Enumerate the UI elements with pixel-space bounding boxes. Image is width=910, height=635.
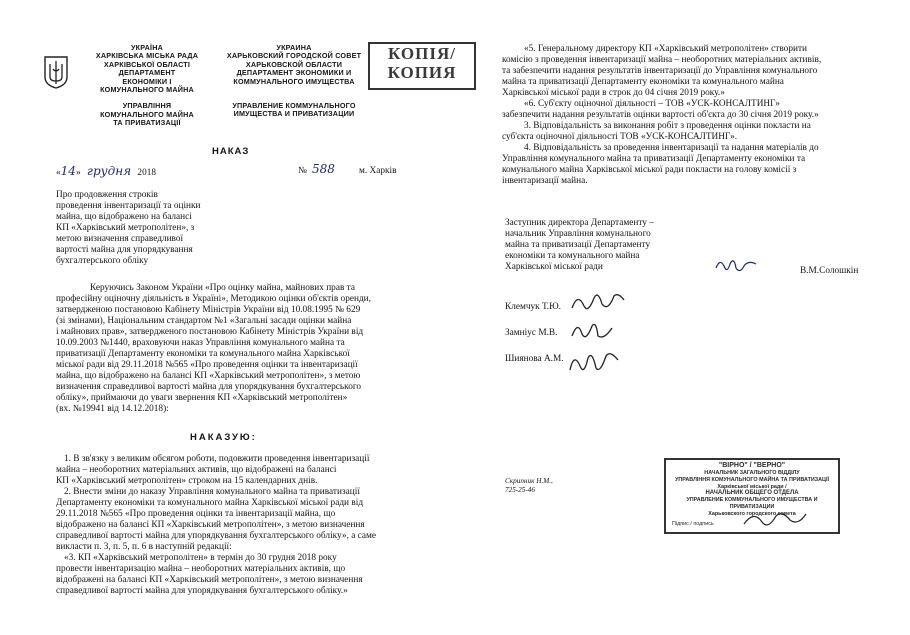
preamble-line: обліку», приймаючи до уваги звернення КП «Харківський метрополітен» xyxy=(56,393,348,403)
preamble-line: визначення справедливої вартості майна для упорядкування бухгалтерського xyxy=(56,382,362,392)
item-line: та забезпечити надання результатів інвентаризації до Управління комунального xyxy=(502,66,818,76)
preamble-line: професійну оціночну діяльність в Україні», Методикою оцінки об'єктів оренди, xyxy=(56,294,371,304)
subject-line: проведення інвентаризації та оцінки xyxy=(56,201,201,211)
order-items-left xyxy=(56,454,416,597)
signatory-name: В.М.Солошкін xyxy=(800,266,859,276)
certify-signature-icon xyxy=(740,506,810,532)
item-line: майна та приватизації Департаменту економіки та комунального майна xyxy=(502,77,784,87)
order-items-right xyxy=(502,44,872,187)
item-line: Управління комунального майна та приватизації Департаменту економіки та xyxy=(502,154,806,164)
item-line: комісію з проведення інвентаризації майна – необоротних матеріальних активів, xyxy=(502,55,822,65)
header-left-line: ТА ПРИВАТИЗАЦІЇ xyxy=(113,118,181,128)
subject-line: Про продовження строків xyxy=(56,190,158,200)
header-left-line: УКРАЇНА xyxy=(131,43,163,52)
coat-of-arms-icon xyxy=(43,55,69,89)
header-right-line: ХАРЬКОВСКОЙ ОБЛАСТИ xyxy=(245,59,343,69)
subject-line: бухгалтерського обліку xyxy=(56,256,149,266)
order-year: 2018 xyxy=(137,168,157,178)
order-number: 588 xyxy=(312,162,335,176)
item-line: відображені на балансі КП «Харківський метрополітен», з метою визначення xyxy=(56,575,363,585)
signatory-block xyxy=(505,218,705,273)
order-month: грудня xyxy=(86,164,132,178)
preamble xyxy=(56,283,416,415)
certify-stamp-line: Харківської міської ради / xyxy=(717,483,787,490)
item-line: викласти п. 3, п. 5, п. 6 в наступній редакції: xyxy=(56,542,232,552)
item-line: майна – необоротних матеріальних активів, що відображені на балансі xyxy=(56,465,337,475)
header-right-line: УПРАВЛЕНИЕ КОММУНАЛЬНОГО xyxy=(232,101,356,111)
executor-note xyxy=(505,477,553,495)
certify-stamp-title: "ВІРНО" / "ВЕРНО" xyxy=(718,462,786,469)
header-left xyxy=(82,44,212,128)
item-line: 3. Відповідальність за виконання робіт з проведення оцінки покласти на xyxy=(524,121,811,131)
header-right-line: УКРАИНА xyxy=(276,43,312,52)
item-line: інвентаризації майна. xyxy=(502,176,588,186)
subject-line: метою визначення справедливої xyxy=(56,234,184,244)
signatory-line: майна та приватизації Департаменту xyxy=(505,240,651,250)
certify-stamp-line: НАЧАЛЬНИК ЗАГАЛЬНОГО ВІДДІЛУ xyxy=(704,470,800,476)
item-line: забезпечити надання результатів оцінки вартості об'єкта до 30 січня 2019 року.» xyxy=(502,110,819,120)
preamble-line: міської ради від 29.11.2018 №565 «Про проведення оцінки та інвентаризації xyxy=(56,360,358,370)
executor-line: Скрипник Н.М., xyxy=(505,477,553,485)
signatory-signature-icon xyxy=(712,254,762,278)
item-line: справедливої вартості майна для упорядкування бухгалтерського обліку.» xyxy=(56,586,348,596)
item-line: 4. Відповідальність за проведення інвентаризації та надання матеріалів до xyxy=(524,143,819,153)
item-line: «6. Суб'єкту оціночної діяльності – ТОВ «УСК-КОНСАЛТИНГ» xyxy=(524,99,780,109)
certify-stamp-line: Харьковского городского совета xyxy=(708,510,796,517)
preamble-line: і майнових прав», затвердженого постановою Кабінету Міністрів України від xyxy=(56,327,364,337)
copy-stamp-line: КОПИЯ xyxy=(387,63,457,82)
header-right xyxy=(214,44,374,119)
item-line: Департаменту економіки та комунального майна Харківської міської ради від xyxy=(56,498,364,508)
header-left-line: ХАРКІВСЬКОЇ ОБЛАСТІ xyxy=(103,59,191,69)
item-line: відображено на балансі КП «Харківський метрополітен», з метою визначення xyxy=(56,520,365,530)
date-quote-open: « xyxy=(56,168,61,178)
order-date-line xyxy=(56,162,406,179)
subject-line: майна, що відображено на балансі xyxy=(56,212,192,222)
approval-name: Шиянова А.М. xyxy=(505,354,564,364)
approval-signature-icon xyxy=(568,318,616,344)
order-subject xyxy=(56,190,231,267)
signatory-line: Харківської міської ради xyxy=(505,262,603,272)
item-line: провести інвентаризацію майна – необоротних матеріальних активів, що xyxy=(56,564,346,574)
header-left-line: ДЕПАРТАМЕНТ xyxy=(118,68,176,78)
preamble-line: приватизації Департаменту економіки та комунального майна Харківської xyxy=(56,349,350,359)
certify-stamp-sign-label: Підпис / подпись xyxy=(672,520,714,527)
item-line: суб'єкта оціночної діяльності ТОВ «УСК-КОНСАЛТИНГ». xyxy=(502,132,738,142)
preamble-line: Керуючись Законом України «Про оцінку майна, майнових прав та xyxy=(90,283,355,293)
item-line: Харківської міської ради в строк до 04 січня 2019 року.» xyxy=(502,88,725,98)
date-quote-close: » xyxy=(75,168,81,178)
order-city: м. Харків xyxy=(359,166,397,176)
order-day: 14 xyxy=(60,164,76,178)
preamble-line: (зі змінами), Національним стандартом №1 «Загальні засади оцінки майна xyxy=(56,316,352,326)
header-left-line: КОМУНАЛЬНОГО МАЙНА xyxy=(100,85,194,95)
header-right-line: ХАРЬКОВСКИЙ ГОРОДСКОЙ СОВЕТ xyxy=(226,51,362,61)
copy-stamp xyxy=(368,42,476,90)
item-line: справедливої вартості майна для упорядкування бухгалтерського обліку», а саме xyxy=(56,531,377,541)
order-title: НАКАЗ xyxy=(212,146,250,157)
nakazuiu-heading: НАКАЗУЮ: xyxy=(190,432,257,443)
signatory-line: економіки та комунального майна xyxy=(505,251,640,261)
header-left-line: УПРАВЛІННЯ xyxy=(122,101,172,111)
item-line: 2. Внести зміни до наказу Управління комунального майна та приватизації xyxy=(64,487,360,497)
approval-name: Клемчук Т.Ю. xyxy=(505,302,561,312)
certify-stamp-line: НАЧАЛЬНИК ОБЩЕГО ОТДЕЛА xyxy=(705,490,799,497)
header-right-line: ИМУЩЕСТВА И ПРИВАТИЗАЦИИ xyxy=(233,109,355,119)
item-line: 29.11.2018 №565 «Про проведення оцінки та інвентаризації майна, що xyxy=(56,509,336,519)
subject-line: вартості майна для упорядкування xyxy=(56,245,193,255)
executor-line: 725-25-46 xyxy=(505,486,535,494)
order-number-prefix: № xyxy=(298,166,307,176)
copy-stamp-line: КОПІЯ/ xyxy=(388,44,456,63)
approval-signature-icon xyxy=(568,288,628,316)
item-line: КП «Харківський метрополітен» строком на 15 календарних днів. xyxy=(56,476,318,486)
header-left-line: ЕКОНОМІКИ І xyxy=(122,76,172,86)
item-line: 1. В зв'язку з великим обсягом роботи, подовжити проведення інвентаризації xyxy=(64,454,370,464)
signatory-line: начальник Управління комунального xyxy=(505,229,651,239)
subject-line: КП «Харківський метрополітен», з xyxy=(56,223,195,233)
header-right-line: ДЕПАРТАМЕНТ ЭКОНОМИКИ И xyxy=(236,68,352,78)
header-left-line: КОМУНАЛЬНОГО МАЙНА xyxy=(100,109,194,119)
preamble-line: затвердженою постановою Кабінету Міністрів України від 10.08.1995 № 629 xyxy=(56,305,361,315)
item-line: «5. Генеральному директору КП «Харківський метрополітен» створити xyxy=(524,44,807,54)
signatory-line: Заступник директора Департаменту – xyxy=(505,218,654,228)
approval-signature-icon xyxy=(566,346,622,378)
approval-name: Замніус М.В. xyxy=(505,328,558,338)
header-right-line: КОММУНАЛЬНОГО ИМУЩЕСТВА xyxy=(233,76,355,86)
item-line: «3. КП «Харківський метрополітен» в термін до 30 грудня 2018 року xyxy=(64,553,337,563)
preamble-line: майна, що відображено на балансі КП «Харківський метрополітен», з метою xyxy=(56,371,361,381)
preamble-line: (вх. №19941 від 14.12.2018): xyxy=(56,404,169,414)
header-left-line: ХАРКІВСЬКА МІСЬКА РАДА xyxy=(95,51,199,61)
certify-stamp-line: УПРАВЛЕНИЕ КОММУНАЛЬНОГО ИМУЩЕСТВА И ПРИВАТИЗАЦИИ xyxy=(686,497,818,510)
preamble-line: 10.09.2003 №1440, враховуючи наказ Управління комунального майна та xyxy=(56,338,345,348)
item-line: комунального майна Харківської міської ради покласти на голову комісії з xyxy=(502,165,797,175)
certify-stamp-line: УПРАВЛІННЯ КОМУНАЛЬНОГО МАЙНА ТА ПРИВАТИЗАЦІЇ xyxy=(675,476,829,483)
